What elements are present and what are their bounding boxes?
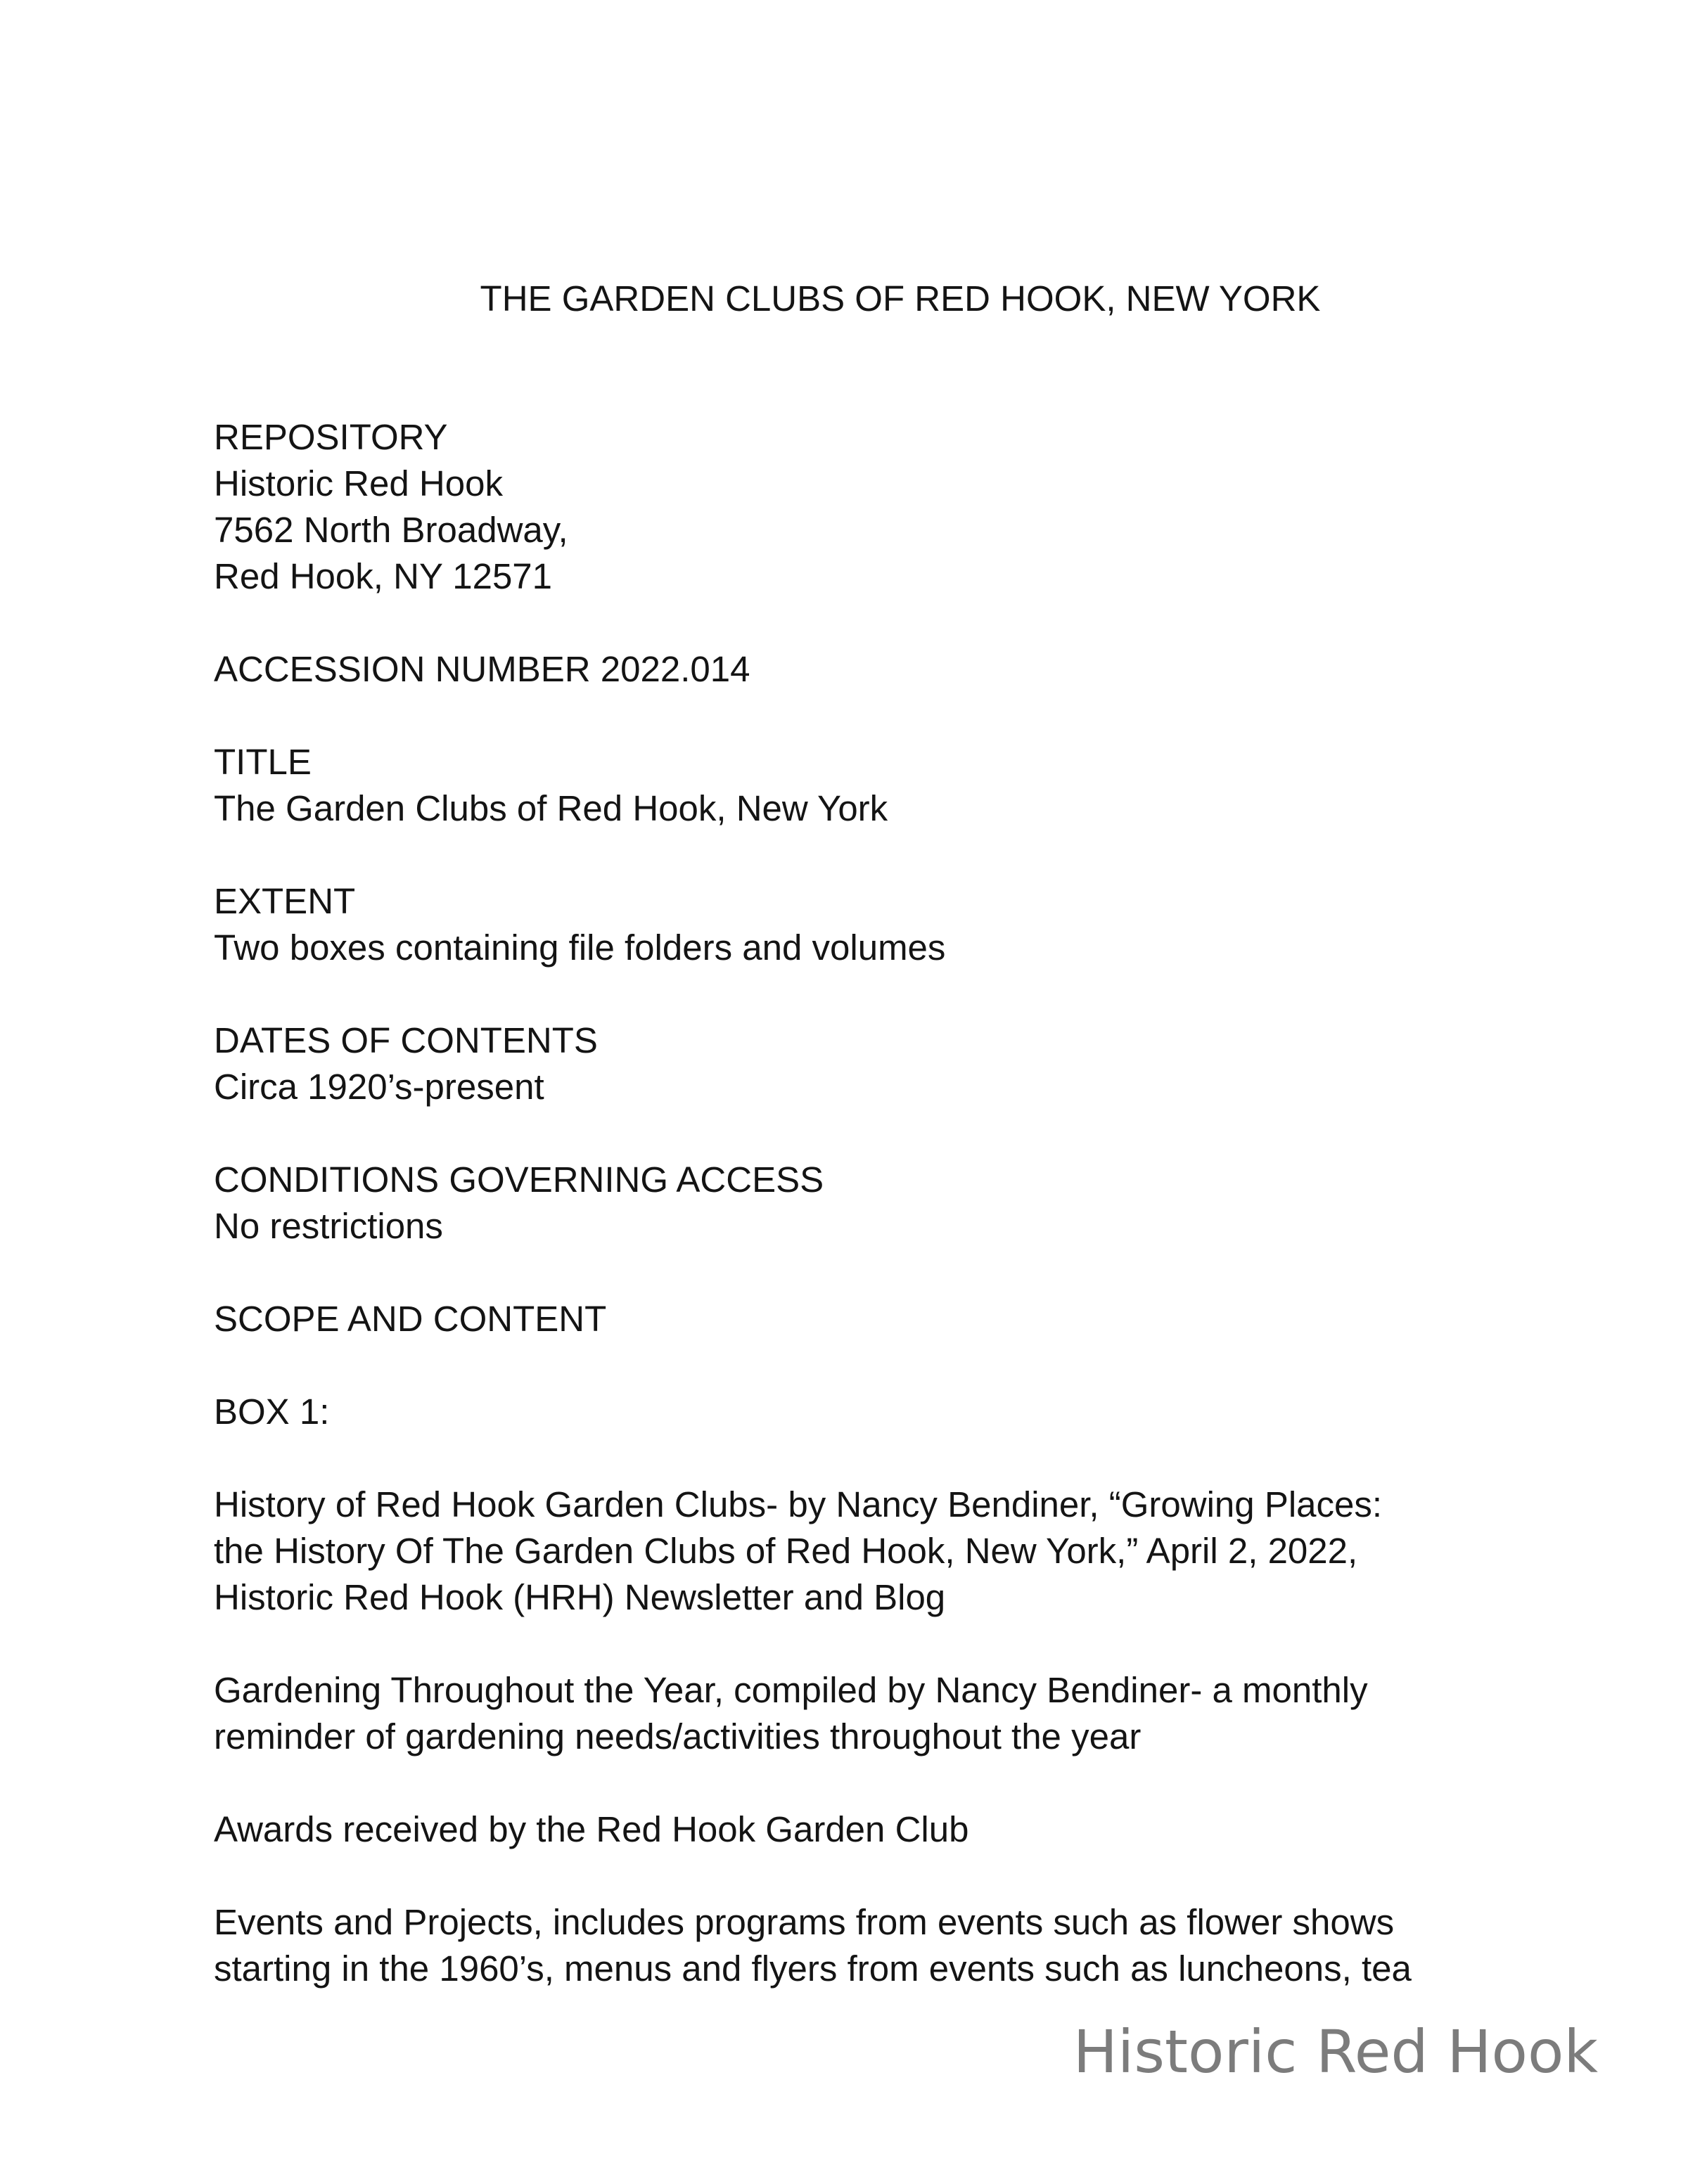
dates-value: Circa 1920’s-present [214,1067,544,1107]
entry-line: Awards received by the Red Hook Garden Club [214,1809,969,1849]
entry-line: Events and Projects, includes programs from events such as flower shows [214,1902,1395,1942]
box-entry [214,1806,1550,1853]
entry-line: Historic Red Hook (HRH) Newsletter and Blog [214,1577,946,1617]
entry-line: reminder of gardening needs/activities throughout the year [214,1716,1142,1756]
box-1-section [214,1389,1550,1435]
finding-aid-body [214,414,1550,1992]
extent-value: Two boxes containing file folders and volumes [214,927,946,968]
repository-line: Red Hook, NY 12571 [214,556,553,596]
title-heading: TITLE [214,742,312,782]
spacer [214,1760,1550,1806]
dates-heading: DATES OF CONTENTS [214,1020,598,1060]
title-value: The Garden Clubs of Red Hook, New York [214,788,888,828]
spacer [214,832,1550,878]
spacer [214,1250,1550,1296]
title-section [214,739,1550,832]
box-entry [214,1667,1550,1760]
spacer [214,600,1550,646]
spacer [214,1621,1550,1667]
repository-heading: REPOSITORY [214,417,448,457]
spacer [214,1110,1550,1157]
access-heading: CONDITIONS GOVERNING ACCESS [214,1160,824,1200]
accession-section [214,646,1550,693]
repository-section [214,414,1550,600]
spacer [214,1342,1550,1389]
box-entry [214,1482,1550,1621]
page-title: THE GARDEN CLUBS OF RED HOOK, NEW YORK [480,278,1321,319]
spacer [214,693,1550,739]
accession-number: ACCESSION NUMBER 2022.014 [214,649,750,689]
scope-section [214,1296,1550,1342]
entry-line: starting in the 1960’s, menus and flyers from events such as luncheons, tea [214,1948,1412,1989]
box-heading: BOX 1: [214,1392,330,1432]
scope-heading: SCOPE AND CONTENT [214,1299,607,1339]
entry-line: History of Red Hook Garden Clubs- by Nancy Bendiner, “Growing Places: [214,1484,1383,1524]
extent-section [214,878,1550,971]
access-section [214,1157,1550,1250]
watermark: Historic Red Hook [1073,2017,1598,2086]
extent-heading: EXTENT [214,881,356,921]
box-entry [214,1899,1550,1992]
spacer [214,971,1550,1017]
entry-line: Gardening Throughout the Year, compiled by Nancy Bendiner- a monthly [214,1670,1368,1710]
repository-line: Historic Red Hook [214,463,503,503]
spacer [214,1435,1550,1482]
dates-section [214,1017,1550,1110]
spacer [214,1853,1550,1899]
access-value: No restrictions [214,1206,443,1246]
entry-line: the History Of The Garden Clubs of Red Hook, New York,” April 2, 2022, [214,1531,1358,1571]
repository-line: 7562 North Broadway, [214,510,568,550]
